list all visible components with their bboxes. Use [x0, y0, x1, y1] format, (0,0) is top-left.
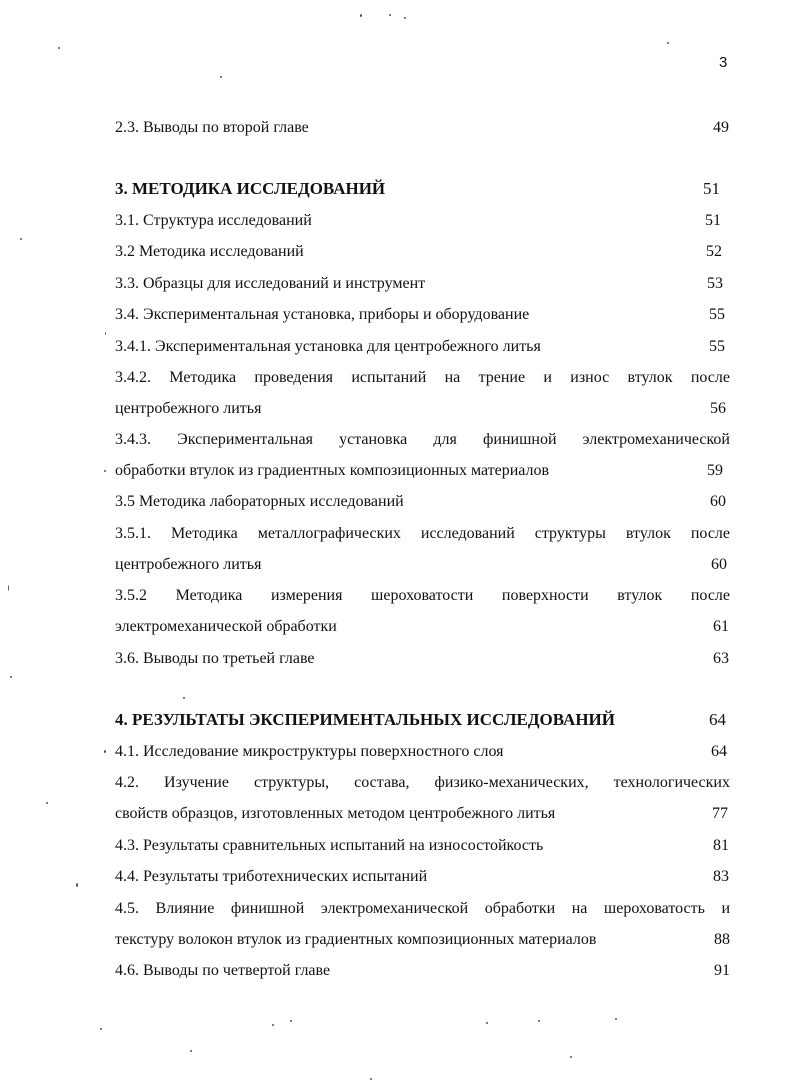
toc-entry-title: 3. МЕТОДИКА ИССЛЕДОВАНИЙ	[115, 179, 386, 198]
scan-speck	[105, 332, 106, 335]
toc-entry-title: обработки втулок из градиентных композиционных материалов	[115, 462, 550, 479]
scan-speck	[272, 1024, 274, 1026]
toc-entry-page: 81	[713, 837, 729, 854]
toc-entry-title: центробежного литья	[115, 556, 262, 573]
toc-entry-3-4-3-line1: 3.4.3. Экспериментальная установка для финишной электромеханической	[115, 431, 730, 448]
toc-entry-page: 52	[706, 243, 722, 260]
toc-entry-title: 3.4. Экспериментальная установка, приборы и оборудование	[115, 306, 530, 323]
scan-speck	[20, 238, 22, 240]
scan-speck	[10, 676, 12, 678]
scan-speck	[570, 1056, 572, 1058]
toc-entry-3-5-1-line1: 3.5.1. Методика металлографических исследований структуры втулок после	[115, 525, 730, 542]
scan-speck	[190, 1050, 192, 1052]
scan-speck	[8, 585, 9, 591]
toc-entry-page: 59	[707, 462, 723, 479]
toc-entry-title: 4.3. Результаты сравнительных испытаний на износостойкость	[115, 837, 544, 854]
toc-entry-page: 49	[713, 119, 729, 136]
toc-entry-3-5-2-line1: 3.5.2 Методика измерения шероховатости поверхности втулок после	[115, 587, 730, 604]
scan-speck	[404, 17, 406, 19]
toc-entry-title: электромеханической обработки	[115, 618, 337, 635]
toc-entry-title: центробежного литья	[115, 400, 262, 417]
scan-speck	[360, 14, 362, 17]
toc-entry-page: 60	[711, 556, 727, 573]
toc-entry-page: 83	[713, 868, 729, 885]
toc-entry-page: 56	[710, 400, 726, 417]
toc-entry-title: 3.5 Методика лабораторных исследований	[115, 493, 404, 510]
scan-speck	[58, 47, 60, 49]
toc-entry-page: 53	[707, 275, 723, 292]
toc-entry-title: свойств образцов, изготовленных методом центробежного литья	[115, 805, 556, 822]
toc-entry-page: 51	[705, 212, 721, 229]
toc-entry-page: 63	[713, 650, 729, 667]
toc-entry-title: 3.1. Структура исследований	[115, 212, 312, 229]
toc-entry-title: 4.1. Исследование микроструктуры поверхностного слоя	[115, 743, 504, 760]
scan-speck	[220, 76, 222, 78]
scan-speck	[290, 1020, 292, 1022]
toc-entry-page: 61	[713, 618, 729, 635]
toc-entry-4-5-line1: 4.5. Влияние финишной электромеханической обработки на шероховатость и	[115, 900, 730, 917]
scan-speck	[486, 1022, 488, 1024]
toc-entry-page: 64	[711, 743, 727, 760]
toc-entry-title: 2.3. Выводы по второй главе	[115, 119, 309, 136]
toc-entry-title: 3.3. Образцы для исследований и инструмент	[115, 275, 426, 292]
scan-speck	[667, 42, 669, 44]
toc-entry-title: текстуру волокон втулок из градиентных композиционных материалов	[115, 931, 597, 948]
scan-speck	[183, 697, 185, 699]
toc-entry-page: 51	[703, 179, 720, 198]
toc-entry-page: 88	[714, 931, 730, 948]
scan-speck	[389, 14, 391, 16]
page-number: 3	[719, 54, 728, 71]
toc-entry-page: 55	[709, 306, 725, 323]
toc-entry-page: 55	[709, 338, 725, 355]
scan-speck	[46, 802, 48, 804]
scan-speck	[370, 1078, 372, 1080]
toc-entry-title: 3.2 Методика исследований	[115, 243, 304, 260]
toc-entry-page: 91	[714, 962, 730, 979]
toc-entry-4-2-line1: 4.2. Изучение структуры, состава, физико-механических, технологических	[115, 774, 730, 791]
toc-entry-title: 3.6. Выводы по третьей главе	[115, 650, 315, 667]
toc-entry-title: 4.6. Выводы по четвертой главе	[115, 962, 331, 979]
scan-speck	[538, 1020, 540, 1022]
toc-entry-title: 3.4.1. Экспериментальная установка для центробежного литья	[115, 338, 541, 355]
toc-entry-page: 60	[710, 493, 726, 510]
toc-entry-title: 4.4. Результаты триботехнических испытаний	[115, 868, 428, 885]
scan-speck	[615, 1018, 617, 1020]
scan-speck	[104, 750, 106, 753]
toc-entry-title: 4. РЕЗУЛЬТАТЫ ЭКСПЕРИМЕНТАЛЬНЫХ ИССЛЕДОВАНИЙ	[115, 710, 615, 729]
toc-entry-page: 77	[712, 805, 728, 822]
scan-speck	[104, 470, 106, 472]
scan-speck	[100, 1028, 102, 1030]
toc-entry-page: 64	[709, 710, 726, 729]
toc-entry-3-4-2-line1: 3.4.2. Методика проведения испытаний на трение и износ втулок после	[115, 369, 730, 386]
scan-speck	[76, 883, 78, 887]
